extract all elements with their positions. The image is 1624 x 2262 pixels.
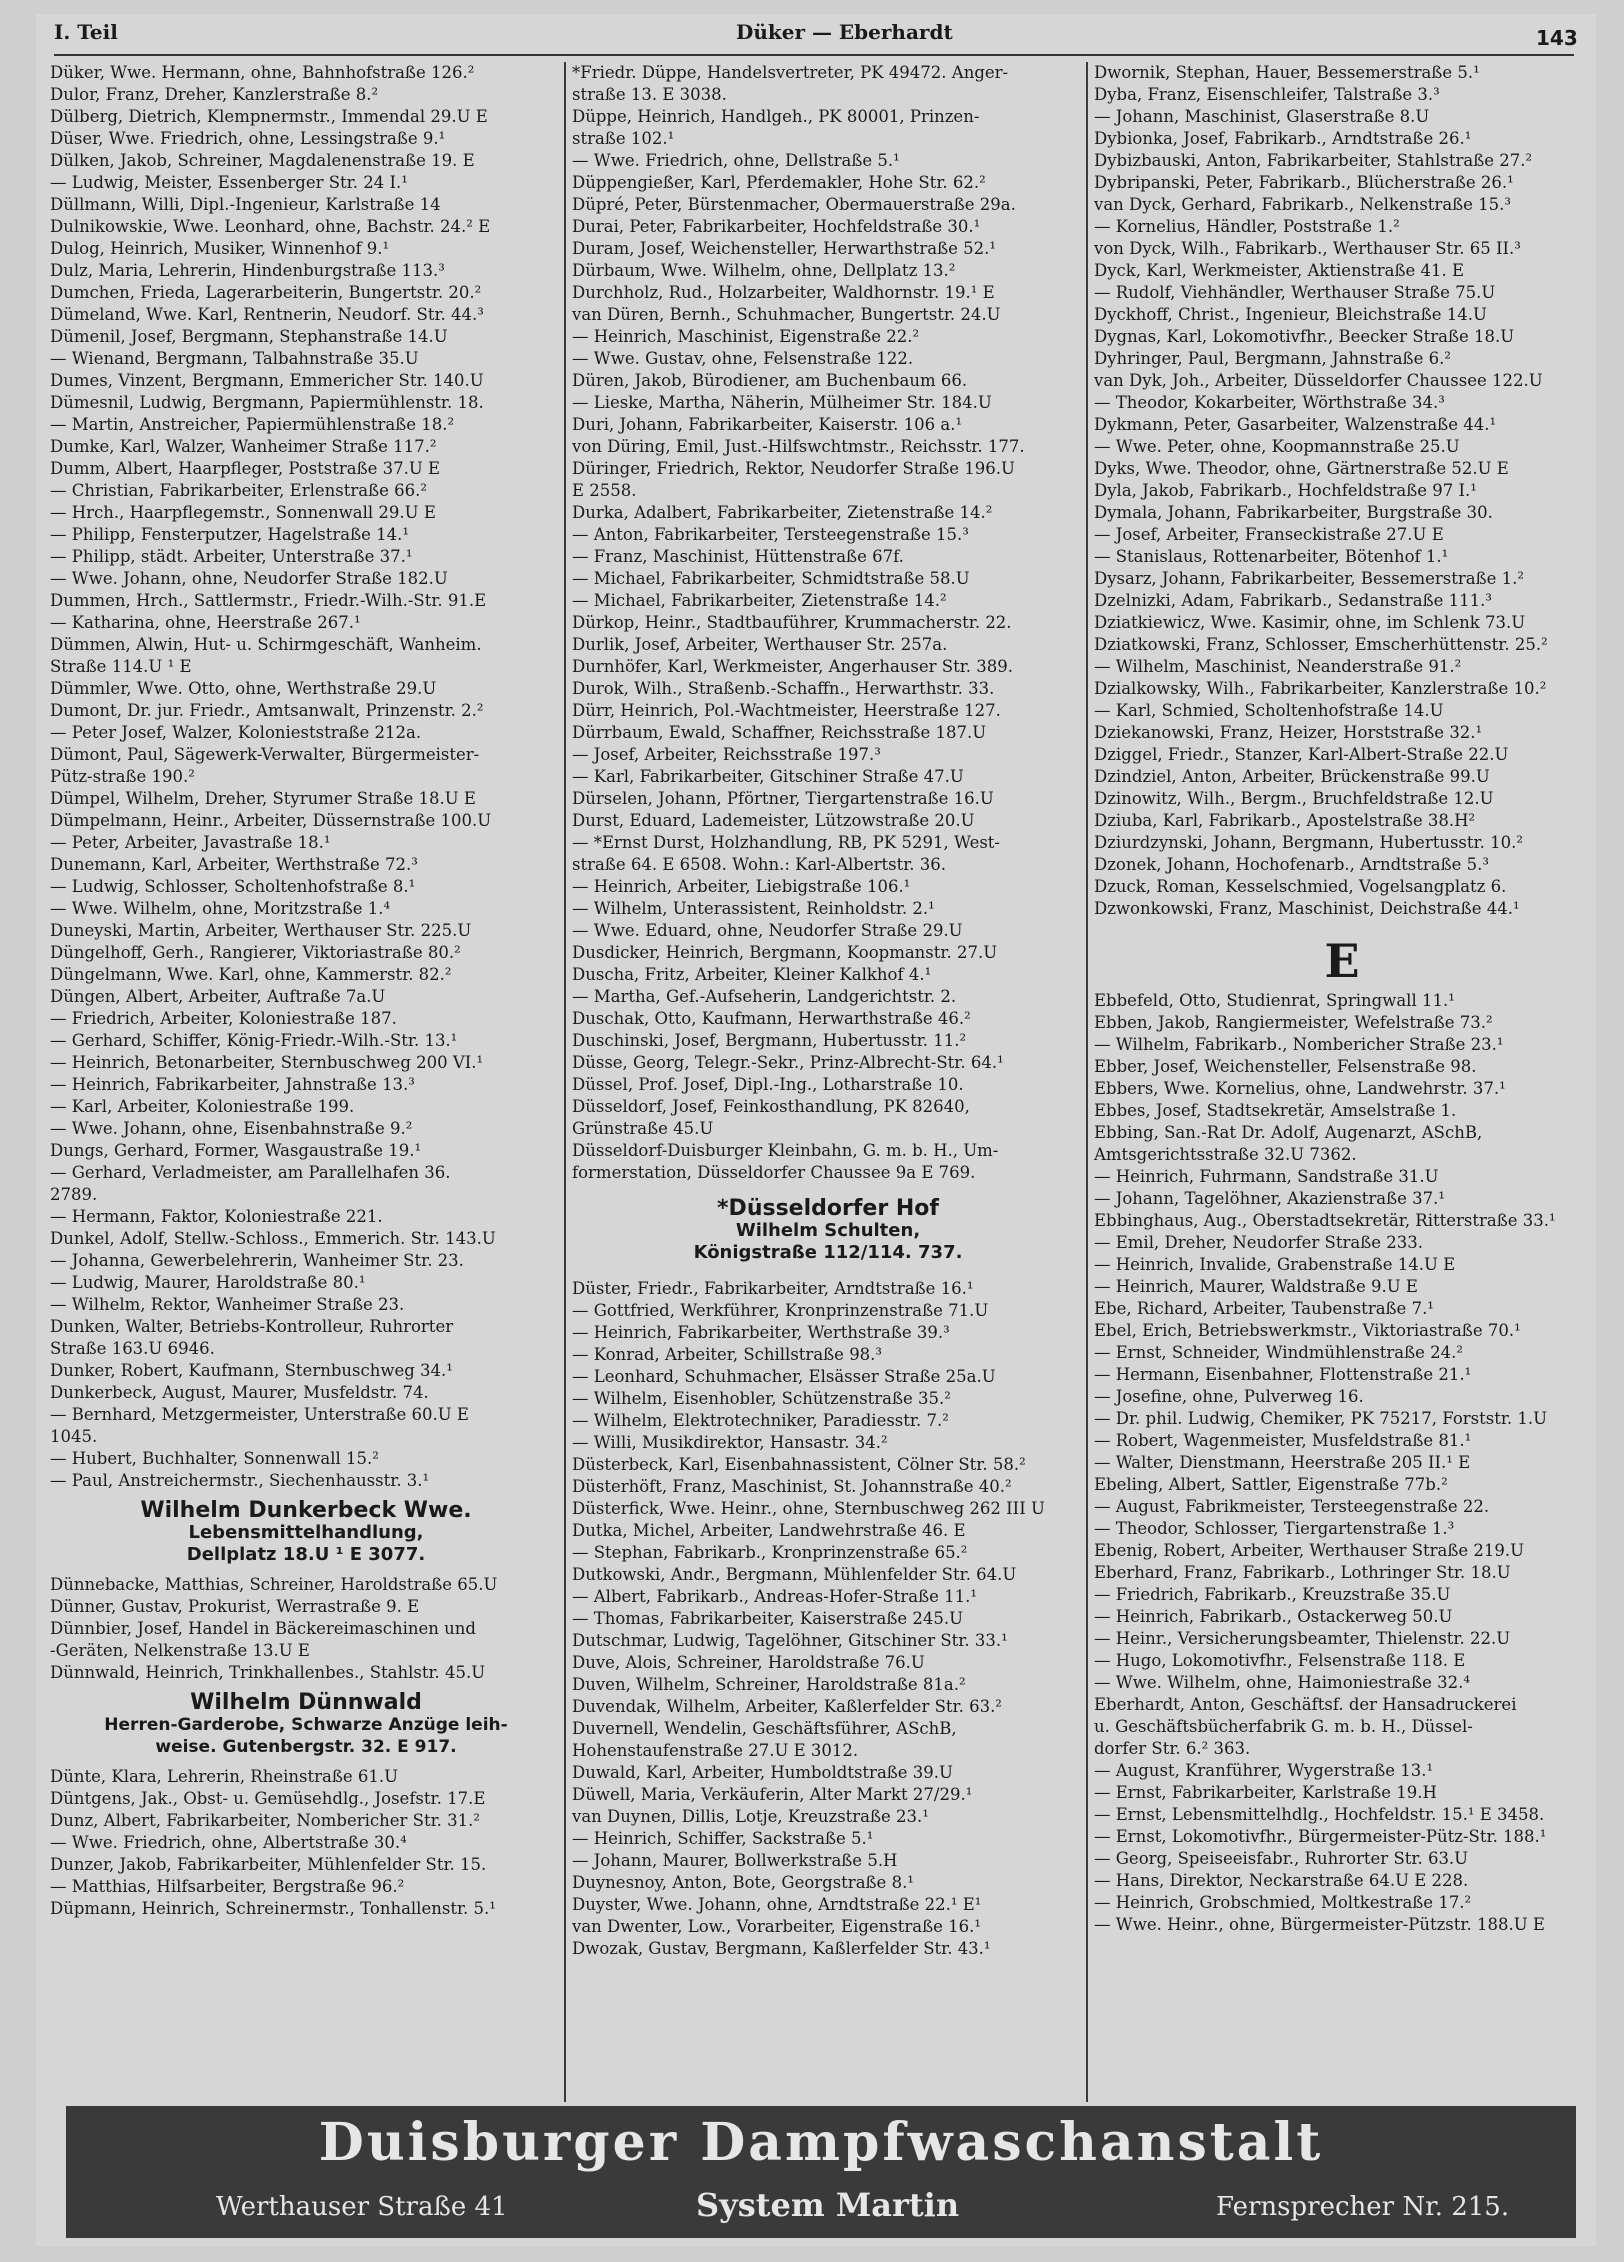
directory-entry: Düser, Wwe. Friedrich, ohne, Lessingstraße 9.¹ [50,129,446,148]
section-letter: E [1324,934,1360,988]
page-title: Düker — Eberhardt [736,20,953,44]
directory-entry: — *Ernst Durst, Holzhandlung, RB, PK 5291, West- [572,833,1001,852]
directory-entry: van Dyk, Joh., Arbeiter, Düsseldorfer Chaussee 122.U [1094,371,1543,390]
ad-line: Dellplatz 18.U ¹ E 3077. [186,1544,426,1565]
directory-entry: Dziekanowski, Franz, Heizer, Horststraße 32.¹ [1094,723,1483,742]
footer-address: Werthauser Straße 41 [216,2192,508,2222]
directory-entry: — Walter, Dienstmann, Heerstraße 205 II.¹ E [1094,1453,1471,1472]
directory-entry: Duvendak, Wilhelm, Arbeiter, Kaßlerfelder Str. 63.² [572,1697,1002,1716]
directory-entry: — Anton, Fabrikarbeiter, Tersteegenstraße 15.³ [572,525,969,544]
directory-entry: — Wwe. Friedrich, ohne, Albertstraße 30.⁴ [50,1833,407,1852]
directory-entry: Duscha, Fritz, Arbeiter, Kleiner Kalkhof 4.¹ [572,965,932,984]
directory-entry: — Hermann, Eisenbahner, Flottenstraße 21.¹ [1094,1365,1472,1384]
directory-entry: Dumont, Dr. jur. Friedr., Amtsanwalt, Prinzenstr. 2.² [50,701,484,720]
directory-entry: u. Geschäftsbücherfabrik G. m. b. H., Düssel- [1094,1717,1473,1736]
directory-entry: van Dyck, Gerhard, Fabrikarb., Nelkenstraße 15.³ [1094,195,1512,214]
directory-entry: — Wwe. Eduard, ohne, Neudorfer Straße 29.U [572,921,963,940]
directory-entry: Grünstraße 45.U [572,1119,714,1138]
directory-entry: Ebbes, Josef, Stadtsekretär, Amselstraße 1. [1094,1101,1457,1120]
directory-entry: Dyla, Jakob, Fabrikarb., Hochfeldstraße 97 I.¹ [1094,481,1477,500]
directory-entry: Dybionka, Josef, Fabrikarb., Arndtstraße 26.¹ [1094,129,1472,148]
directory-entry: Düren, Jakob, Bürodiener, am Buchenbaum 66. [572,371,968,390]
advertisement-dunkerbeck [50,1500,562,1566]
directory-entry: — Kornelius, Händler, Poststraße 1.² [1094,217,1400,236]
directory-entry: Dünner, Gustav, Prokurist, Werrastraße 9. E [50,1597,420,1616]
column-3 [1094,62,1590,2102]
header-rule [54,54,1574,56]
directory-entry: — Katharina, ohne, Heerstraße 267.¹ [50,613,361,632]
directory-entry: *Friedr. Düppe, Handelsvertreter, PK 49472. Anger- [572,63,1009,82]
ad-title: Wilhelm Dünnwald [190,1690,422,1715]
directory-entry: Duve, Alois, Schreiner, Haroldstraße 76.U [572,1653,925,1672]
ad-line: Königstraße 112/114. 737. [693,1242,963,1263]
directory-entry: Ebbers, Wwe. Kornelius, ohne, Landwehrstr. 37.¹ [1094,1079,1506,1098]
directory-entry: — Ernst, Lebensmittelhdlg., Hochfeldstr. 15.¹ E 3458. [1094,1805,1545,1824]
directory-entry: Dyck, Karl, Werkmeister, Aktienstraße 41. E [1094,261,1465,280]
directory-entry: Durst, Eduard, Lademeister, Lützowstraße 20.U [572,811,975,830]
directory-entry: Dzelnizki, Adam, Fabrikarb., Sedanstraße 111.³ [1094,591,1492,610]
directory-entry: — Emil, Dreher, Neudorfer Straße 233. [1094,1233,1423,1252]
directory-entry: Dybripanski, Peter, Fabrikarb., Blücherstraße 26.¹ [1094,173,1514,192]
directory-entry: Dyckhoff, Christ., Ingenieur, Bleichstraße 14.U [1094,305,1487,324]
directory-entry: Dzialkowsky, Wilh., Fabrikarbeiter, Kanzlerstraße 10.² [1094,679,1547,698]
directory-entry: Ebbefeld, Otto, Studienrat, Springwall 11.¹ [1094,991,1455,1010]
directory-entry: — Thomas, Fabrikarbeiter, Kaiserstraße 245.U [572,1609,963,1628]
directory-entry: — Wilhelm, Rektor, Wanheimer Straße 23. [50,1295,405,1314]
directory-entry: Düsseldorf-Duisburger Kleinbahn, G. m. b. H., Um- [572,1141,999,1160]
directory-entry: Ebeling, Albert, Sattler, Eigenstraße 77b.² [1094,1475,1448,1494]
directory-entry: — Heinrich, Arbeiter, Liebigstraße 106.¹ [572,877,911,896]
directory-entry: E 2558. [572,481,637,500]
directory-entry: — Michael, Fabrikarbeiter, Schmidtstraße 58.U [572,569,970,588]
directory-entry: — August, Kranführer, Wygerstraße 13.¹ [1094,1761,1434,1780]
directory-entry: — Matthias, Hilfsarbeiter, Bergstraße 96.² [50,1877,405,1896]
directory-entry: Dunz, Albert, Fabrikarbeiter, Nombericher Str. 31.² [50,1811,480,1830]
directory-entry: Dürselen, Johann, Pförtner, Tiergartenstraße 16.U [572,789,994,808]
directory-entry: — Karl, Schmied, Scholtenhofstraße 14.U [1094,701,1444,720]
column-1 [50,62,562,2102]
directory-entry: Dyba, Franz, Eisenschleifer, Talstraße 3.³ [1094,85,1440,104]
directory-entry: — Peter, Arbeiter, Javastraße 18.¹ [50,833,331,852]
directory-entry: Dyks, Wwe. Theodor, ohne, Gärtnerstraße 52.U E [1094,459,1509,478]
directory-entry: Dünnwald, Heinrich, Trinkhallenbes., Stahlstr. 45.U [50,1663,486,1682]
directory-entry: Düntgens, Jak., Obst- u. Gemüsehdlg., Josefstr. 17.E [50,1789,486,1808]
directory-entry: Durnhöfer, Karl, Werkmeister, Angerhauser Str. 389. [572,657,1014,676]
directory-entry: — Georg, Speiseeisfabr., Ruhrorter Str. 63.U [1094,1849,1469,1868]
directory-entry: Durchholz, Rud., Holzarbeiter, Waldhornstr. 19.¹ E [572,283,995,302]
column-divider [1086,62,1088,2102]
directory-entry: — Stanislaus, Rottenarbeiter, Bötenhof 1.¹ [1094,547,1449,566]
directory-entry: — Heinrich, Maurer, Waldstraße 9.U E [1094,1277,1418,1296]
directory-entry: — Friedrich, Fabrikarb., Kreuzstraße 35.U [1094,1585,1451,1604]
directory-entry: Düster, Friedr., Fabrikarbeiter, Arndtstraße 16.¹ [572,1279,974,1298]
entry-list [50,1574,562,1684]
directory-entry: — Wwe. Wilhelm, ohne, Haimoniestraße 32.⁴ [1094,1673,1471,1692]
directory-entry: Duri, Johann, Fabrikarbeiter, Kaiserstr. 106 a.¹ [572,415,963,434]
directory-entry: Düker, Wwe. Hermann, ohne, Bahnhofstraße 126.² [50,63,475,82]
directory-entry: — Karl, Fabrikarbeiter, Gitschiner Straße 47.U [572,767,964,786]
directory-entry: 2789. [50,1185,98,1204]
directory-entry: von Düring, Emil, Just.-Hilfswchtmstr., Reichsstr. 177. [572,437,1025,456]
directory-entry: van Düren, Bernh., Schuhmacher, Bungertstr. 24.U [572,305,1001,324]
directory-entry: Dygnas, Karl, Lokomotivfhr., Beecker Straße 18.U [1094,327,1515,346]
ad-line: Wilhelm Schulten, [735,1220,921,1241]
directory-entry: Düringer, Friedrich, Rektor, Neudorfer Straße 196.U [572,459,1015,478]
directory-entry: — Hrch., Haarpflegemstr., Sonnenwall 29.U E [50,503,436,522]
directory-entry: Dümpelmann, Heinr., Arbeiter, Düssernstraße 100.U [50,811,492,830]
directory-entry: Durka, Adalbert, Fabrikarbeiter, Zietenstraße 14.² [572,503,993,522]
directory-entry: — Gerhard, Verladmeister, am Parallelhafen 36. [50,1163,451,1182]
directory-entry: Düssel, Prof. Josef, Dipl.-Ing., Lotharstraße 10. [572,1075,964,1094]
directory-entry: — Peter Josef, Walzer, Kolonieststraße 212a. [50,723,422,742]
directory-entry: — Wilhelm, Unterassistent, Reinholdstr. 2.¹ [572,899,935,918]
directory-entry: Dulz, Maria, Lehrerin, Hindenburgstraße 113.³ [50,261,445,280]
directory-entry: Straße 114.U ¹ E [50,657,192,676]
directory-entry: Dziatkowski, Franz, Schlosser, Emscherhüttenstr. 25.² [1094,635,1548,654]
directory-entry: — Gerhard, Schiffer, König-Friedr.-Wilh.-Str. 13.¹ [50,1031,458,1050]
directory-entry: — Bernhard, Metzgermeister, Unterstraße 60.U E [50,1405,469,1424]
directory-entry: — Wwe. Peter, ohne, Koopmannstraße 25.U [1094,437,1460,456]
directory-entry: — Michael, Fabrikarbeiter, Zietenstraße 14.² [572,591,947,610]
directory-entry: Ebbinghaus, Aug., Oberstadtsekretär, Ritterstraße 33.¹ [1094,1211,1556,1230]
directory-entry: — Heinrich, Fabrikarb., Ostackerweg 50.U [1094,1607,1453,1626]
directory-entry: — Karl, Arbeiter, Koloniestraße 199. [50,1097,355,1116]
directory-entry: Dybizbauski, Anton, Fabrikarbeiter, Stahlstraße 27.² [1094,151,1533,170]
directory-entry: Ebben, Jakob, Rangiermeister, Wefelstraße 73.² [1094,1013,1493,1032]
directory-entry: Dyhringer, Paul, Bergmann, Jahnstraße 6.² [1094,349,1451,368]
entry-list [572,62,1084,1184]
directory-entry: Dwozak, Gustav, Bergmann, Kaßlerfelder Str. 43.¹ [572,1939,991,1958]
directory-entry: Dzonek, Johann, Hochofenarb., Arndtstraße 5.³ [1094,855,1489,874]
directory-entry: — August, Fabrikmeister, Tersteegenstraße 22. [1094,1497,1490,1516]
directory-entry: Dunkerbeck, August, Maurer, Musfeldstr. 74. [50,1383,429,1402]
directory-entry: Dzwonkowski, Franz, Maschinist, Deichstraße 44.¹ [1094,899,1520,918]
directory-entry: Dunemann, Karl, Arbeiter, Werthstraße 72.³ [50,855,418,874]
directory-entry: Duwald, Karl, Arbeiter, Humboldtstraße 39.U [572,1763,953,1782]
directory-entry: Ebbing, San.-Rat Dr. Adolf, Augenarzt, ASchB, [1094,1123,1483,1142]
directory-entry: Dümenil, Josef, Bergmann, Stephanstraße 14.U [50,327,448,346]
column-divider [564,62,566,2102]
directory-entry: Düsse, Georg, Telegr.-Sekr., Prinz-Albrecht-Str. 64.¹ [572,1053,1004,1072]
ad-title: Wilhelm Dunkerbeck Wwe. [140,1498,472,1523]
directory-entry: Duram, Josef, Weichensteller, Herwarthstraße 52.¹ [572,239,997,258]
directory-entry: Düsseldorf, Josef, Feinkosthandlung, PK 82640, [572,1097,970,1116]
directory-entry: Ebber, Josef, Weichensteller, Felsenstraße 98. [1094,1057,1477,1076]
directory-entry: — Johann, Maurer, Bollwerkstraße 5.H [572,1851,898,1870]
directory-entry: — Konrad, Arbeiter, Schillstraße 98.³ [572,1345,883,1364]
directory-entry: — Hans, Direktor, Neckarstraße 64.U E 228. [1094,1871,1469,1890]
directory-entry: Ebe, Richard, Arbeiter, Taubenstraße 7.¹ [1094,1299,1434,1318]
directory-entry: Dülberg, Dietrich, Klempnermstr., Immendal 29.U E [50,107,488,126]
directory-entry: Amtsgerichtsstraße 32.U 7362. [1094,1145,1357,1164]
directory-entry: — Hubert, Buchhalter, Sonnenwall 15.² [50,1449,379,1468]
directory-entry: — Christian, Fabrikarbeiter, Erlenstraße 66.² [50,481,427,500]
directory-entry: Eberhardt, Anton, Geschäftsf. der Hansadruckerei [1094,1695,1517,1714]
directory-entry: Dumes, Vinzent, Bergmann, Emmericher Str. 140.U [50,371,484,390]
footer-title: Duisburger Dampfwaschanstalt [318,2112,1324,2173]
directory-entry: — Heinrich, Fuhrmann, Sandstraße 31.U [1094,1167,1439,1186]
directory-entry: Ebenig, Robert, Arbeiter, Werthauser Straße 219.U [1094,1541,1525,1560]
footer-phone: Fernsprecher Nr. 215. [1216,2192,1510,2222]
directory-entry: Dwornik, Stephan, Hauer, Bessemerstraße 5.¹ [1094,63,1480,82]
directory-page [36,14,1596,2246]
directory-entry: Dünnebacke, Matthias, Schreiner, Haroldstraße 65.U [50,1575,498,1594]
directory-entry: Düngen, Albert, Arbeiter, Auftraße 7a.U [50,987,386,1006]
directory-entry: Dummen, Hrch., Sattlermstr., Friedr.-Wilh.-Str. 91.E [50,591,487,610]
directory-entry: Dümmen, Alwin, Hut- u. Schirmgeschäft, Wanheim. [50,635,482,654]
directory-entry: — Johanna, Gewerbelehrerin, Wanheimer Str. 23. [50,1251,464,1270]
directory-entry: Dziurdzynski, Johann, Bergmann, Hubertusstr. 10.² [1094,833,1523,852]
directory-entry: — Heinrich, Maschinist, Eigenstraße 22.² [572,327,920,346]
directory-entry: — Wwe. Johann, ohne, Eisenbahnstraße 9.² [50,1119,413,1138]
footer-system: System Martin [696,2186,960,2224]
directory-entry: van Duynen, Dillis, Lotje, Kreuzstraße 23.¹ [572,1807,929,1826]
directory-entry: Dulor, Franz, Dreher, Kanzlerstraße 8.² [50,85,379,104]
directory-entry: Durok, Wilh., Straßenb.-Schaffn., Herwarthstr. 33. [572,679,995,698]
advertisement-dunnwald [50,1692,562,1758]
directory-entry: — Ernst, Schneider, Windmühlenstraße 24.² [1094,1343,1464,1362]
directory-entry: Düsterbeck, Karl, Eisenbahnassistent, Cölner Str. 58.² [572,1455,1026,1474]
entry-list [1094,990,1590,1936]
directory-entry: straße 102.¹ [572,129,675,148]
directory-entry: van Dwenter, Low., Vorarbeiter, Eigenstraße 16.¹ [572,1917,982,1936]
directory-entry: Dürkop, Heinr., Stadtbauführer, Krummacherstr. 22. [572,613,1012,632]
directory-entry: — Ludwig, Schlosser, Scholtenhofstraße 8.¹ [50,877,416,896]
directory-entry: Düsterhöft, Franz, Maschinist, St. Johannstraße 40.² [572,1477,1012,1496]
directory-entry: Düngelmann, Wwe. Karl, ohne, Kammerstr. 82.² [50,965,452,984]
directory-entry: Ebel, Erich, Betriebswerkmstr., Viktoriastraße 70.¹ [1094,1321,1521,1340]
directory-entry: Düppengießer, Karl, Pferdemakler, Hohe Str. 62.² [572,173,986,192]
directory-entry: Dürbaum, Wwe. Wilhelm, ohne, Dellplatz 13.² [572,261,956,280]
directory-entry: straße 64. E 6508. Wohn.: Karl-Albertstr. 36. [572,855,947,874]
directory-entry: Duschinski, Josef, Bergmann, Hubertusstr. 11.² [572,1031,967,1050]
directory-entry: — Dr. phil. Ludwig, Chemiker, PK 75217, Forststr. 1.U [1094,1409,1548,1428]
directory-entry: — Wwe. Friedrich, ohne, Dellstraße 5.¹ [572,151,900,170]
directory-entry: formerstation, Düsseldorfer Chaussee 9a E 769. [572,1163,976,1182]
directory-entry: Dunkel, Adolf, Stellw.-Schloss., Emmerich. Str. 143.U [50,1229,496,1248]
directory-entry: Dumchen, Frieda, Lagerarbeiterin, Bungertstr. 20.² [50,283,482,302]
directory-entry: — Ernst, Lokomotivfhr., Bürgermeister-Pütz-Str. 188.¹ [1094,1827,1547,1846]
section-label: I. Teil [54,20,118,44]
directory-entry: — Hugo, Lokomotivfhr., Felsenstraße 118. E [1094,1651,1466,1670]
directory-entry: Düllmann, Willi, Dipl.-Ingenieur, Karlstraße 14 [50,195,441,214]
directory-entry: — Philipp, Fensterputzer, Hagelstraße 14.¹ [50,525,409,544]
page-number: 143 [1536,26,1578,50]
directory-entry: — Ludwig, Meister, Essenberger Str. 24 I.¹ [50,173,408,192]
directory-entry: -Geräten, Nelkenstraße 13.U E [50,1641,310,1660]
directory-entry: Dulnikowskie, Wwe. Leonhard, ohne, Bachstr. 24.² E [50,217,491,236]
directory-entry: Dunzer, Jakob, Fabrikarbeiter, Mühlenfelder Str. 15. [50,1855,487,1874]
entry-list [50,62,562,1492]
directory-entry: Düwell, Maria, Verkäuferin, Alter Markt 27/29.¹ [572,1785,973,1804]
directory-entry: Dziuba, Karl, Fabrikarb., Apostelstraße 38.H² [1094,811,1476,830]
directory-entry: Dümpel, Wilhelm, Dreher, Styrumer Straße 18.U E [50,789,476,808]
directory-entry: straße 13. E 3038. [572,85,727,104]
directory-entry: — Wilhelm, Eisenhobler, Schützenstraße 35.² [572,1389,951,1408]
directory-entry: — Heinrich, Grobschmied, Moltkestraße 17.² [1094,1893,1472,1912]
directory-entry: Dünnbier, Josef, Handel in Bäckereimaschinen und [50,1619,476,1638]
directory-entry: Duschak, Otto, Kaufmann, Herwarthstraße 46.² [572,1009,971,1028]
directory-entry: Hohenstaufenstraße 27.U E 3012. [572,1741,859,1760]
directory-entry: — Heinrich, Schiffer, Sackstraße 5.¹ [572,1829,874,1848]
directory-entry: Duneyski, Martin, Arbeiter, Werthauser Str. 225.U [50,921,472,940]
directory-entry: Dykmann, Peter, Gasarbeiter, Walzenstraße 44.¹ [1094,415,1497,434]
directory-entry: — Robert, Wagenmeister, Musfeldstraße 81.¹ [1094,1431,1472,1450]
directory-entry: Dulog, Heinrich, Musiker, Winnenhof 9.¹ [50,239,390,258]
directory-entry: — Gottfried, Werkführer, Kronprinzenstraße 71.U [572,1301,989,1320]
ad-line: Lebensmittelhandlung, [188,1522,424,1543]
directory-entry: — Paul, Anstreichermstr., Siechenhausstr. 3.¹ [50,1471,430,1490]
directory-entry: — Wwe. Heinr., ohne, Bürgermeister-Pützstr. 188.U E [1094,1915,1545,1934]
ad-title: *Düsseldorfer Hof [717,1196,939,1221]
directory-entry: Düpmann, Heinrich, Schreinermstr., Tonhallenstr. 5.¹ [50,1899,496,1918]
directory-entry: Dümesnil, Ludwig, Bergmann, Papiermühlenstr. 18. [50,393,484,412]
directory-entry: — Heinrich, Invalide, Grabenstraße 14.U E [1094,1255,1456,1274]
directory-entry: — Wilhelm, Maschinist, Neanderstraße 91.² [1094,657,1462,676]
directory-entry: Duvernell, Wendelin, Geschäftsführer, ASchB, [572,1719,957,1738]
directory-entry: — Johann, Maschinist, Glaserstraße 8.U [1094,107,1430,126]
directory-entry: Pütz-straße 190.² [50,767,195,786]
directory-entry: Dümeland, Wwe. Karl, Rentnerin, Neudorf. Str. 44.³ [50,305,484,324]
directory-entry: — Heinrich, Fabrikarbeiter, Werthstraße 39.³ [572,1323,950,1342]
directory-entry: Dysarz, Johann, Fabrikarbeiter, Bessemerstraße 1.² [1094,569,1524,588]
directory-entry: Dusdicker, Heinrich, Bergmann, Koopmanstr. 27.U [572,943,998,962]
directory-entry: Dzindziel, Anton, Arbeiter, Brückenstraße 99.U [1094,767,1490,786]
directory-entry: Durlik, Josef, Arbeiter, Werthauser Str. 257a. [572,635,948,654]
directory-entry: Duven, Wilhelm, Schreiner, Haroldstraße 81a.² [572,1675,966,1694]
directory-entry: — Hermann, Faktor, Koloniestraße 221. [50,1207,383,1226]
directory-entry: Dutka, Michel, Arbeiter, Landwehrstraße 46. E [572,1521,966,1540]
directory-entry: dorfer Str. 6.² 363. [1094,1739,1251,1758]
directory-entry: — Martha, Gef.-Aufseherin, Landgerichtstr. 2. [572,987,957,1006]
directory-entry: — Albert, Fabrikarb., Andreas-Hofer-Straße 11.¹ [572,1587,978,1606]
directory-entry: — Lieske, Martha, Näherin, Mülheimer Str. 184.U [572,393,992,412]
directory-entry: Dziatkiewicz, Wwe. Kasimir, ohne, im Schlenk 73.U [1094,613,1526,632]
directory-entry: — Rudolf, Viehhändler, Werthauser Straße 75.U [1094,283,1496,302]
directory-entry: Dümont, Paul, Sägewerk-Verwalter, Bürgermeister- [50,745,480,764]
entry-list [50,1766,562,1920]
directory-entry: Dymala, Johann, Fabrikarbeiter, Burgstraße 30. [1094,503,1493,522]
directory-entry: Dziggel, Friedr., Stanzer, Karl-Albert-Straße 22.U [1094,745,1509,764]
footer-advertisement [66,2106,1576,2238]
column-2 [572,62,1084,2102]
directory-entry: Dünte, Klara, Lehrerin, Rheinstraße 61.U [50,1767,399,1786]
advertisement-duesseldorfer-hof [572,1198,1084,1264]
directory-entry: Dunken, Walter, Betriebs-Kontrolleur, Ruhrorter [50,1317,454,1336]
directory-entry: — Heinr., Versicherungsbeamter, Thielenstr. 22.U [1094,1629,1511,1648]
directory-entry: — Wilhelm, Fabrikarb., Nombericher Straße 23.¹ [1094,1035,1504,1054]
directory-entry: Dümmler, Wwe. Otto, ohne, Werthstraße 29.U [50,679,437,698]
directory-entry: — Theodor, Kokarbeiter, Wörthstraße 34.³ [1094,393,1445,412]
directory-entry: — Martin, Anstreicher, Papiermühlenstraße 18.² [50,415,455,434]
directory-entry: — Wwe. Gustav, ohne, Felsenstraße 122. [572,349,914,368]
directory-entry: Dürrbaum, Ewald, Schaffner, Reichsstraße 187.U [572,723,987,742]
directory-entry: — Wwe. Wilhelm, ohne, Moritzstraße 1.⁴ [50,899,391,918]
directory-entry: — Heinrich, Fabrikarbeiter, Jahnstraße 13.³ [50,1075,415,1094]
directory-entry: Dumm, Albert, Haarpfleger, Poststraße 37.U E [50,459,441,478]
directory-entry: Eberhard, Franz, Fabrikarb., Lothringer Str. 18.U [1094,1563,1511,1582]
directory-entry: — Stephan, Fabrikarb., Kronprinzenstraße 65.² [572,1543,968,1562]
directory-entry: — Philipp, städt. Arbeiter, Unterstraße 37.¹ [50,547,413,566]
directory-entry: — Wwe. Johann, ohne, Neudorfer Straße 182.U [50,569,448,588]
ad-line: weise. Gutenbergstr. 32. E 917. [155,1737,457,1757]
directory-entry: Straße 163.U 6946. [50,1339,215,1358]
directory-entry: — Josefine, ohne, Pulverweg 16. [1094,1387,1364,1406]
directory-entry: — Franz, Maschinist, Hüttenstraße 67f. [572,547,904,566]
directory-entry: Dürr, Heinrich, Pol.-Wachtmeister, Heerstraße 127. [572,701,1001,720]
directory-entry: 1045. [50,1427,98,1446]
directory-entry: Düppe, Heinrich, Handlgeh., PK 80001, Prinzen- [572,107,980,126]
directory-entry: — Friedrich, Arbeiter, Koloniestraße 187. [50,1009,397,1028]
directory-entry: Dunker, Robert, Kaufmann, Sternbuschweg 34.¹ [50,1361,453,1380]
directory-entry: — Theodor, Schlosser, Tiergartenstraße 1.³ [1094,1519,1455,1538]
directory-entry: Dülken, Jakob, Schreiner, Magdalenenstraße 19. E [50,151,475,170]
directory-entry: Dungs, Gerhard, Former, Wasgaustraße 19.¹ [50,1141,422,1160]
directory-entry: Düpré, Peter, Bürstenmacher, Obermauerstraße 29a. [572,195,1016,214]
directory-entry: Dutkowski, Andr., Bergmann, Mühlenfelder Str. 64.U [572,1565,1017,1584]
directory-entry: — Heinrich, Betonarbeiter, Sternbuschweg 200 VI.¹ [50,1053,484,1072]
directory-entry: Düsterfick, Wwe. Heinr., ohne, Sternbuschweg 262 III U [572,1499,1045,1518]
directory-entry: — Josef, Arbeiter, Franseckistraße 27.U E [1094,525,1444,544]
directory-entry: Düngelhoff, Gerh., Rangierer, Viktoriastraße 80.² [50,943,461,962]
directory-entry: Dutschmar, Ludwig, Tagelöhner, Gitschiner Str. 33.¹ [572,1631,1008,1650]
directory-entry: — Wilhelm, Elektrotechniker, Paradiesstr. 7.² [572,1411,949,1430]
directory-entry: Dzuck, Roman, Kesselschmied, Vogelsangplatz 6. [1094,877,1507,896]
directory-entry: — Willi, Musikdirektor, Hansastr. 34.² [572,1433,888,1452]
directory-entry: — Johann, Tagelöhner, Akazienstraße 37.¹ [1094,1189,1446,1208]
directory-entry: Dzinowitz, Wilh., Bergm., Bruchfeldstraße 12.U [1094,789,1494,808]
directory-entry: Duynesnoy, Anton, Bote, Georgstraße 8.¹ [572,1873,914,1892]
directory-entry: — Wienand, Bergmann, Talbahnstraße 35.U [50,349,419,368]
directory-entry: — Ludwig, Maurer, Haroldstraße 80.¹ [50,1273,366,1292]
directory-entry: Dumke, Karl, Walzer, Wanheimer Straße 117.² [50,437,437,456]
entry-list [1094,62,1590,920]
ad-line: Herren-Garderobe, Schwarze Anzüge leih- [104,1715,508,1735]
directory-entry: von Dyck, Wilh., Fabrikarb., Werthauser Str. 65 II.³ [1094,239,1521,258]
directory-entry: Duyster, Wwe. Johann, ohne, Arndtstraße 22.¹ E¹ [572,1895,982,1914]
directory-entry: — Leonhard, Schuhmacher, Elsässer Straße 25a.U [572,1367,996,1386]
directory-entry: — Ernst, Fabrikarbeiter, Karlstraße 19.H [1094,1783,1437,1802]
directory-entry: — Josef, Arbeiter, Reichsstraße 197.³ [572,745,881,764]
directory-entry: Durai, Peter, Fabrikarbeiter, Hochfeldstraße 30.¹ [572,217,981,236]
entry-list [572,1278,1084,1960]
